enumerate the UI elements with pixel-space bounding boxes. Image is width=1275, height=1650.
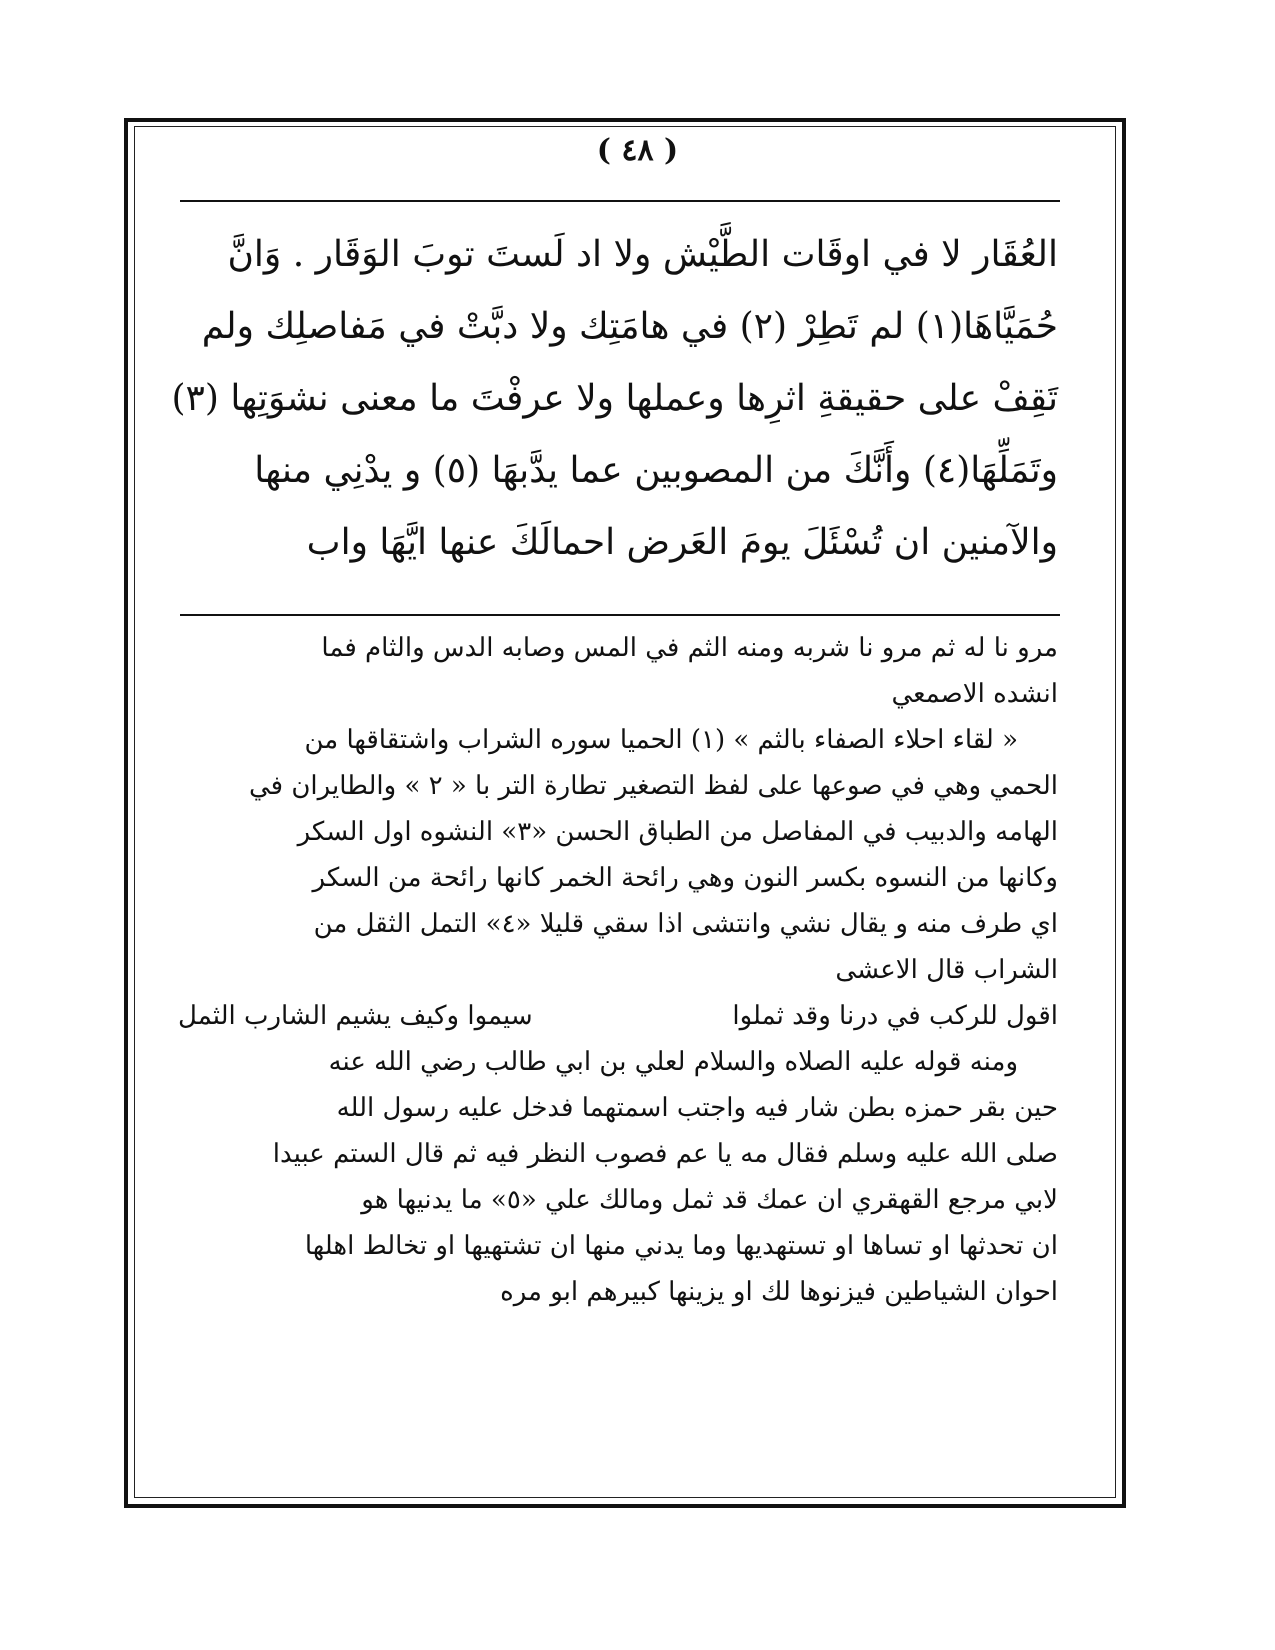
verse-line (178, 990, 1058, 1042)
footnote-line: اي طرف منه و يقال نشي وانتشى اذا سقي قليلا «٤» التمل الثقل من (313, 909, 1058, 939)
header-rule (180, 200, 1060, 202)
main-text-line: وتَمَلِّهَا(٤) وأَنَّكَ من المصوبين عما يدَّبهَا (٥) و يدْنِي منها (254, 450, 1058, 491)
footnote-line: ان تحدثها او تساها او تستهديها وما يدني منها ان تشتهيها او تخالط اهلها (304, 1231, 1058, 1261)
footnote-line: حين بقر حمزه بطن شار فيه واجتب اسمتهما فدخل عليه رسول الله (336, 1093, 1058, 1123)
footnote-separator (180, 614, 1060, 616)
footnote-line: احوان الشياطين فيزنوها لك او يزينها كبيرهم ابو مره (500, 1277, 1058, 1307)
footnote-line: ومنه قوله عليه الصلاه والسلام لعلي بن ابي طالب رضي الله عنه (328, 1047, 1018, 1077)
footnote-line: انشده الاصمعي (891, 679, 1058, 709)
main-text-line: والآمنين ان تُسْئَلَ يومَ العَرض احمالَكَ عنها ايَّهَا واب (306, 522, 1058, 563)
main-text-line: حُمَيَّاهَا(١) لم تَطِرْ (٢) في هامَتِك ولا دبَّتْ في مَفاصلِك ولم (201, 306, 1058, 347)
main-text-line: تَقِفْ على حقيقةِ اثرِها وعملها ولا عرفْتَ ما معنى نشوَتِها (٣) (171, 378, 1058, 419)
main-text-line: العُقَار لا في اوقَات الطَّيْش ولا اد لَستَ توبَ الوَقَار . وَانَّ (227, 234, 1058, 275)
footnote-line: الهامه والدبيب في المفاصل من الطباق الحسن «٣» النشوه اول السكر (297, 817, 1058, 847)
footnote-line: صلى الله عليه وسلم فقال مه يا عم فصوب النظر فيه ثم قال الستم عبيدا (272, 1139, 1058, 1169)
footnote-line: الشراب قال الاعشى (835, 955, 1058, 985)
footnote-line: « لقاء احلاء الصفاء بالثم » (١) الحميا سوره الشراب واشتقاقها من (304, 725, 1018, 755)
page-number: ( ٤٨ ) (596, 133, 679, 168)
verse-hemistich-right: اقول للركب في درنا وقد ثملوا (732, 1001, 1058, 1031)
footnote-line: لابي مرجع القهقري ان عمك قد ثمل ومالك علي «٥» ما يدنيها هو (361, 1185, 1058, 1215)
footnote-line: مرو نا له ثم مرو نا شربه ومنه الثم في المس وصابه الدس والثام فما (321, 633, 1058, 663)
verse-hemistich-left: سيموا وكيف يشيم الشارب الثمل (178, 1001, 533, 1031)
footnote-line: وكانها من النسوه بكسر النون وهي رائحة الخمر كانها رائحة من السكر (312, 863, 1058, 893)
footnote-line: الحمي وهي في صوعها على لفظ التصغير تطارة التر با « ٢ » والطايران في (248, 771, 1058, 801)
